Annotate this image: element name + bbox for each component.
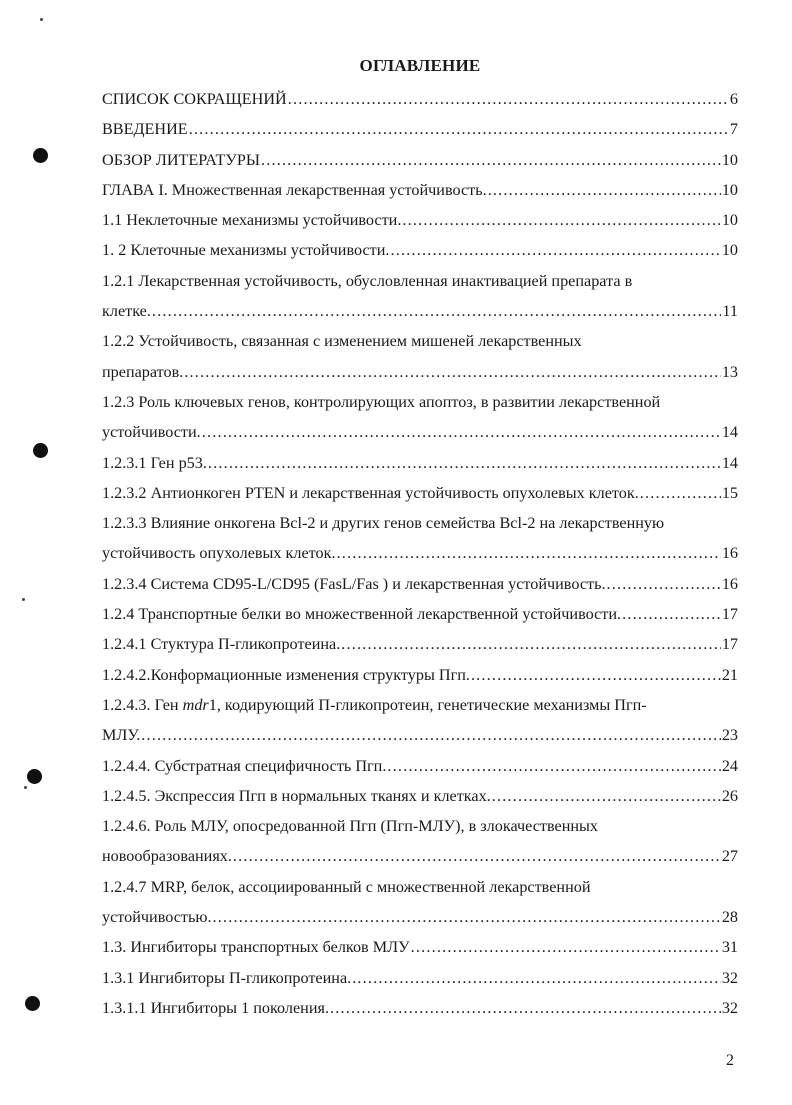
- toc-leader-dots: [352, 963, 721, 993]
- table-of-contents: [102, 84, 738, 1023]
- scan-speck: [24, 786, 27, 789]
- toc-entry-page: 11: [722, 302, 738, 321]
- toc-entry-page: 10: [721, 150, 738, 169]
- toc-entry-label: СПИСОК СОКРАЩЕНИЙ: [102, 90, 287, 108]
- toc-entry-label-cont: препаратов.: [102, 362, 184, 381]
- toc-entry-label-pre: 1.2.4.3. Ген: [102, 695, 183, 714]
- toc-entry-page: 16: [721, 574, 738, 593]
- toc-entry-label: 1.3.1 Ингибиторы П-гликопротеина.: [102, 968, 352, 987]
- toc-entry: [102, 235, 738, 265]
- toc-entry-page: 10: [721, 180, 738, 199]
- toc-leader-dots: [411, 932, 721, 962]
- toc-entry: [102, 902, 738, 932]
- toc-entry-page: 21: [721, 665, 738, 684]
- toc-leader-dots: [208, 448, 721, 478]
- toc-entry: [102, 478, 738, 508]
- toc-entry: [102, 932, 738, 962]
- toc-entry-label-cont: устойчивости.: [102, 423, 201, 442]
- toc-entry-label: 1.2.3.3 Влияние онкогена Bcl-2 и других генов семейства Bcl-2 на лекарственную: [102, 514, 665, 533]
- toc-entry-label: 1.2.4 Транспортные белки во множественной лекарственной устойчивости.: [102, 605, 622, 624]
- toc-entry-line1: [102, 266, 738, 296]
- toc-entry-label: 1.2.4.7 MRP, белок, ассоциированный с множественной лекарственной: [102, 877, 591, 896]
- toc-entry-line1: [102, 872, 738, 902]
- toc-entry-page: 32: [721, 968, 738, 987]
- toc-entry-label: 1.2.3.4 Система CD95-L/CD95 (FasL/Fas ) и лекарственная устойчивость.: [102, 574, 606, 593]
- toc-entry: [102, 175, 738, 205]
- scan-speck: [22, 598, 25, 601]
- toc-entry-line1: [102, 326, 738, 356]
- toc-entry-page: 10: [721, 211, 738, 230]
- toc-leader-dots: [337, 538, 721, 568]
- toc-entry: [102, 841, 738, 871]
- page-number: 2: [726, 1052, 734, 1069]
- toc-entry-label: 1.1 Неклеточные механизмы устойчивости.: [102, 211, 402, 230]
- toc-entry: [102, 963, 738, 993]
- toc-entry-page: 16: [721, 544, 738, 563]
- toc-entry-page: 10: [721, 241, 738, 260]
- toc-entry-label: 1. 2 Клеточные механизмы устойчивости.: [102, 241, 390, 260]
- toc-leader-dots: [213, 902, 721, 932]
- page-title: ОГЛАВЛЕНИЕ: [359, 56, 481, 75]
- toc-leader-dots: [471, 660, 721, 690]
- toc-leader-dots: [288, 84, 729, 114]
- toc-entry: [102, 629, 738, 659]
- toc-entry-page: 26: [721, 786, 738, 805]
- toc-entry-page: 13: [721, 362, 738, 381]
- toc-leader-dots: [152, 296, 722, 326]
- toc-entry-label: 1.2.4.2.Конформационные изменения структуры Пгп.: [102, 665, 470, 684]
- toc-entry-page: 17: [721, 605, 738, 624]
- toc-entry-label: 1.2.4.6. Роль МЛУ, опосредованной Пгп (Пгп-МЛУ), в злокачественных: [102, 817, 599, 836]
- toc-entry-page: 15: [721, 483, 738, 502]
- toc-entry-page: 28: [721, 908, 738, 927]
- punch-hole: [33, 443, 48, 458]
- toc-entry-page: 27: [721, 847, 738, 866]
- toc-entry-label-cont: устойчивостью.: [102, 908, 212, 927]
- punch-hole: [27, 769, 42, 784]
- toc-entry-label-italic: mdr: [182, 695, 209, 714]
- toc-leader-dots: [141, 720, 721, 750]
- toc-entry: [102, 599, 738, 629]
- toc-entry-label-cont: устойчивость опухолевых клеток.: [102, 544, 336, 563]
- punch-hole: [33, 148, 48, 163]
- toc-entry: [102, 114, 738, 144]
- toc-entry: [102, 84, 738, 114]
- toc-leader-dots: [189, 114, 729, 144]
- toc-leader-dots: [330, 993, 721, 1023]
- toc-leader-dots: [261, 145, 721, 175]
- toc-entry: [102, 417, 738, 447]
- toc-entry-label: 1.3.1.1 Ингибиторы 1 поколения.: [102, 998, 329, 1017]
- toc-entry-page: 14: [721, 453, 738, 472]
- toc-entry-label: 1.2.2 Устойчивость, связанная с изменением мишеней лекарственных: [102, 332, 582, 351]
- toc-entry-label: 1.3. Ингибиторы транспортных белков МЛУ: [102, 938, 410, 957]
- toc-leader-dots: [233, 841, 721, 871]
- toc-entry: [102, 569, 738, 599]
- toc-entry-page: 17: [721, 635, 738, 654]
- toc-leader-dots: [640, 478, 721, 508]
- toc-entry-label-post: 1, кодирующий П-гликопротеин, генетические механизмы Пгп-: [208, 695, 647, 714]
- toc-leader-dots: [402, 205, 720, 235]
- toc-entry-page: 14: [721, 423, 738, 442]
- toc-entry: [102, 751, 738, 781]
- toc-leader-dots: [488, 175, 721, 205]
- toc-entry-line1: [102, 690, 738, 720]
- toc-entry: [102, 145, 738, 175]
- toc-entry-label-cont: клетке.: [102, 302, 151, 321]
- toc-entry-label: ГЛАВА I. Множественная лекарственная устойчивость.: [102, 180, 487, 199]
- toc-leader-dots: [607, 569, 721, 599]
- toc-entry: [102, 781, 738, 811]
- toc-entry-page: 23: [721, 726, 738, 745]
- toc-entry-page: 31: [721, 938, 738, 957]
- toc-entry-page: 24: [721, 756, 738, 775]
- punch-hole: [25, 996, 40, 1011]
- scan-speck: [40, 18, 43, 21]
- toc-entry-page: 7: [729, 120, 738, 139]
- toc-entry-label: 1.2.3.2 Антионкоген PTEN и лекарственная устойчивость опухолевых клеток.: [102, 483, 639, 502]
- toc-entry: [102, 538, 738, 568]
- toc-entry-label: ОБЗОР ЛИТЕРАТУРЫ: [102, 150, 260, 169]
- toc-entry-label: 1.2.4.4. Субстратная специфичность Пгп.: [102, 756, 387, 775]
- toc-leader-dots: [492, 781, 721, 811]
- toc-entry-page: 6: [729, 90, 738, 108]
- toc-leader-dots: [622, 599, 721, 629]
- toc-entry-label: 1.2.1 Лекарственная устойчивость, обусловленная инактивацией препарата в: [102, 271, 633, 290]
- toc-leader-dots: [390, 235, 720, 265]
- toc-entry: [102, 660, 738, 690]
- toc-leader-dots: [387, 751, 720, 781]
- toc-entry: [102, 720, 738, 750]
- toc-entry: [102, 296, 738, 326]
- toc-entry-label: 1.2.3.1 Ген p53.: [102, 453, 207, 472]
- toc-entry-line1: [102, 811, 738, 841]
- toc-entry-label: 1.2.4.5. Экспрессия Пгп в нормальных тканях и клетках.: [102, 786, 491, 805]
- toc-entry: [102, 205, 738, 235]
- toc-entry-label-cont: новообразованиях.: [102, 847, 232, 866]
- toc-entry: [102, 448, 738, 478]
- toc-entry-line1: [102, 508, 738, 538]
- toc-entry: [102, 357, 738, 387]
- toc-entry-label: 1.2.3 Роль ключевых генов, контролирующих апоптоз, в развитии лекарственной: [102, 392, 661, 411]
- toc-entry-label: ВВЕДЕНИЕ: [102, 120, 188, 139]
- toc-leader-dots: [202, 417, 721, 447]
- toc-entry-label: 1.2.4.1 Стуктура П-гликопротеина.: [102, 635, 341, 654]
- toc-entry-page: 32: [721, 998, 738, 1017]
- toc-entry: [102, 993, 738, 1023]
- toc-entry-line1: [102, 387, 738, 417]
- toc-entry-label-cont: МЛУ.: [102, 726, 141, 745]
- toc-leader-dots: [184, 357, 721, 387]
- toc-leader-dots: [341, 629, 721, 659]
